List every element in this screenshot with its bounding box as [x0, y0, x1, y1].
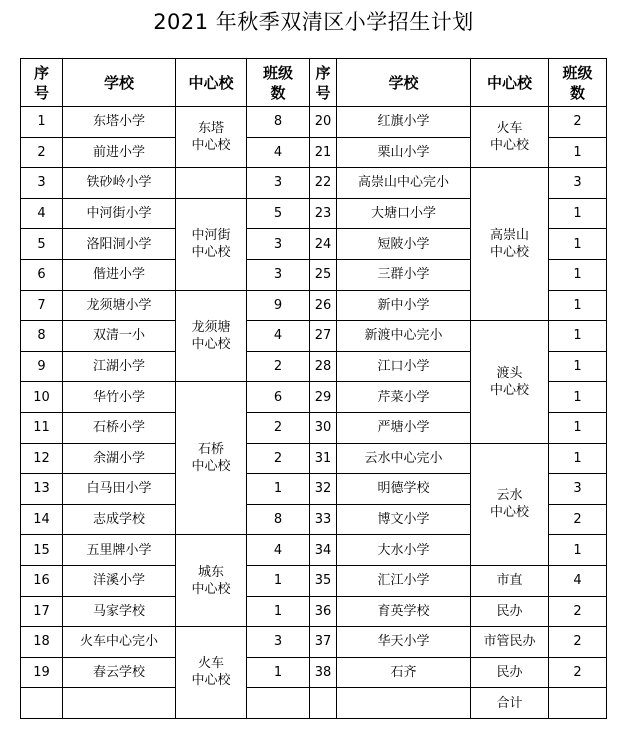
header-classes-right: 班级 数 — [549, 59, 607, 107]
empty-cell — [337, 688, 471, 719]
classes-cell: 8 — [247, 504, 310, 535]
school-cell: 严塘小学 — [337, 412, 471, 443]
empty-cell — [21, 688, 63, 719]
center-cell: 石桥 中心校 — [176, 382, 247, 535]
classes-cell: 3 — [549, 474, 607, 505]
school-cell: 石桥小学 — [63, 412, 176, 443]
school-cell: 高崇山中心完小 — [337, 168, 471, 199]
table-row — [21, 565, 607, 596]
center-cell: 城东 中心校 — [176, 535, 247, 627]
classes-cell: 3 — [549, 168, 607, 199]
school-cell: 铁砂岭小学 — [63, 168, 176, 199]
school-cell: 白马田小学 — [63, 474, 176, 505]
total-row — [21, 688, 607, 719]
classes-cell: 3 — [247, 627, 310, 658]
classes-cell: 3 — [247, 168, 310, 199]
classes-cell: 4 — [549, 565, 607, 596]
classes-cell: 1 — [549, 321, 607, 352]
center-cell: 民办 — [471, 596, 549, 627]
classes-cell: 1 — [247, 565, 310, 596]
classes-cell: 3 — [247, 259, 310, 290]
seq-cell: 27 — [310, 321, 337, 352]
classes-cell: 1 — [549, 351, 607, 382]
school-cell: 洛阳洞小学 — [63, 229, 176, 260]
seq-cell: 29 — [310, 382, 337, 413]
seq-cell: 24 — [310, 229, 337, 260]
school-cell: 汇江小学 — [337, 565, 471, 596]
table-row — [21, 627, 607, 658]
classes-cell: 1 — [247, 657, 310, 688]
classes-cell: 2 — [549, 107, 607, 138]
seq-cell: 17 — [21, 596, 63, 627]
school-cell: 新中小学 — [337, 290, 471, 321]
seq-cell: 34 — [310, 535, 337, 566]
seq-cell: 1 — [21, 107, 63, 138]
total-label: 合计 — [471, 688, 549, 719]
school-cell: 短陂小学 — [337, 229, 471, 260]
seq-cell: 7 — [21, 290, 63, 321]
school-cell: 双清一小 — [63, 321, 176, 352]
empty-cell — [310, 688, 337, 719]
classes-cell: 1 — [549, 198, 607, 229]
classes-cell: 4 — [247, 321, 310, 352]
table-header-row — [21, 59, 607, 107]
seq-cell: 19 — [21, 657, 63, 688]
header-seq-left: 序 号 — [21, 59, 63, 107]
seq-cell: 22 — [310, 168, 337, 199]
classes-cell: 1 — [247, 596, 310, 627]
school-cell: 余湖小学 — [63, 443, 176, 474]
classes-cell: 2 — [247, 443, 310, 474]
seq-cell: 8 — [21, 321, 63, 352]
seq-cell: 37 — [310, 627, 337, 658]
school-cell: 江湖小学 — [63, 351, 176, 382]
table-row — [21, 596, 607, 627]
seq-cell: 32 — [310, 474, 337, 505]
center-cell: 云水 中心校 — [471, 443, 549, 565]
school-cell: 明德学校 — [337, 474, 471, 505]
empty-cell — [549, 688, 607, 719]
classes-cell: 1 — [247, 474, 310, 505]
classes-cell: 1 — [549, 229, 607, 260]
seq-cell: 30 — [310, 412, 337, 443]
seq-cell: 13 — [21, 474, 63, 505]
classes-cell: 1 — [549, 290, 607, 321]
school-cell: 江口小学 — [337, 351, 471, 382]
seq-cell: 12 — [21, 443, 63, 474]
school-cell: 大塘口小学 — [337, 198, 471, 229]
center-cell: 火车 中心校 — [471, 107, 549, 168]
center-cell: 渡头 中心校 — [471, 321, 549, 443]
header-school-left: 学校 — [63, 59, 176, 107]
classes-cell: 1 — [549, 412, 607, 443]
school-cell: 云水中心完小 — [337, 443, 471, 474]
header-center-right: 中心校 — [471, 59, 549, 107]
school-cell: 华竹小学 — [63, 382, 176, 413]
school-cell: 春云学校 — [63, 657, 176, 688]
school-cell: 火车中心完小 — [63, 627, 176, 658]
table-row — [21, 107, 607, 138]
classes-cell: 1 — [549, 259, 607, 290]
center-cell: 市直 — [471, 565, 549, 596]
classes-cell: 9 — [247, 290, 310, 321]
table-row — [21, 321, 607, 352]
school-cell: 华天小学 — [337, 627, 471, 658]
classes-cell: 1 — [549, 382, 607, 413]
classes-cell: 6 — [247, 382, 310, 413]
school-cell: 前进小学 — [63, 137, 176, 168]
seq-cell: 9 — [21, 351, 63, 382]
table-row — [21, 657, 607, 688]
school-cell: 三群小学 — [337, 259, 471, 290]
classes-cell: 3 — [247, 229, 310, 260]
classes-cell: 8 — [247, 107, 310, 138]
seq-cell: 5 — [21, 229, 63, 260]
classes-cell: 4 — [247, 535, 310, 566]
header-school-right: 学校 — [337, 59, 471, 107]
seq-cell: 35 — [310, 565, 337, 596]
center-cell: 中河街 中心校 — [176, 198, 247, 290]
center-cell: 市管民办 — [471, 627, 549, 658]
center-cell: 民办 — [471, 657, 549, 688]
classes-cell: 2 — [549, 504, 607, 535]
header-classes-left: 班级 数 — [247, 59, 310, 107]
header-center-left: 中心校 — [176, 59, 247, 107]
classes-cell: 1 — [549, 137, 607, 168]
school-cell: 龙须塘小学 — [63, 290, 176, 321]
enrollment-table — [20, 58, 607, 719]
school-cell: 新渡中心完小 — [337, 321, 471, 352]
table-row — [21, 443, 607, 474]
seq-cell: 3 — [21, 168, 63, 199]
table-row — [21, 168, 607, 199]
school-cell: 洋溪小学 — [63, 565, 176, 596]
seq-cell: 2 — [21, 137, 63, 168]
seq-cell: 20 — [310, 107, 337, 138]
seq-cell: 25 — [310, 259, 337, 290]
center-cell: 高崇山 中心校 — [471, 168, 549, 321]
school-cell: 五里牌小学 — [63, 535, 176, 566]
center-cell: 龙须塘 中心校 — [176, 290, 247, 382]
school-cell: 东塔小学 — [63, 107, 176, 138]
classes-cell: 1 — [549, 535, 607, 566]
school-cell: 芹菜小学 — [337, 382, 471, 413]
seq-cell: 4 — [21, 198, 63, 229]
classes-cell: 5 — [247, 198, 310, 229]
center-cell: 东塔 中心校 — [176, 107, 247, 168]
seq-cell: 28 — [310, 351, 337, 382]
school-cell: 红旗小学 — [337, 107, 471, 138]
school-cell: 石齐 — [337, 657, 471, 688]
seq-cell: 36 — [310, 596, 337, 627]
seq-cell: 15 — [21, 535, 63, 566]
school-cell: 大水小学 — [337, 535, 471, 566]
classes-cell: 1 — [549, 443, 607, 474]
center-cell: 火车 中心校 — [176, 627, 247, 719]
seq-cell: 18 — [21, 627, 63, 658]
seq-cell: 21 — [310, 137, 337, 168]
school-cell: 马家学校 — [63, 596, 176, 627]
empty-cell — [63, 688, 176, 719]
classes-cell: 2 — [247, 412, 310, 443]
seq-cell: 26 — [310, 290, 337, 321]
seq-cell: 38 — [310, 657, 337, 688]
school-cell: 中河街小学 — [63, 198, 176, 229]
seq-cell: 11 — [21, 412, 63, 443]
seq-cell: 10 — [21, 382, 63, 413]
school-cell: 博文小学 — [337, 504, 471, 535]
seq-cell: 16 — [21, 565, 63, 596]
classes-cell: 2 — [247, 351, 310, 382]
center-cell-empty — [176, 168, 247, 199]
classes-cell: 2 — [549, 657, 607, 688]
header-seq-right: 序 号 — [310, 59, 337, 107]
seq-cell: 14 — [21, 504, 63, 535]
page-title: 2021 年秋季双清区小学招生计划 — [153, 10, 474, 34]
empty-cell — [247, 688, 310, 719]
school-cell: 育英学校 — [337, 596, 471, 627]
seq-cell: 31 — [310, 443, 337, 474]
seq-cell: 23 — [310, 198, 337, 229]
school-cell: 偕进小学 — [63, 259, 176, 290]
school-cell: 志成学校 — [63, 504, 176, 535]
classes-cell: 2 — [549, 627, 607, 658]
seq-cell: 6 — [21, 259, 63, 290]
classes-cell: 2 — [549, 596, 607, 627]
school-cell: 栗山小学 — [337, 137, 471, 168]
classes-cell: 4 — [247, 137, 310, 168]
seq-cell: 33 — [310, 504, 337, 535]
